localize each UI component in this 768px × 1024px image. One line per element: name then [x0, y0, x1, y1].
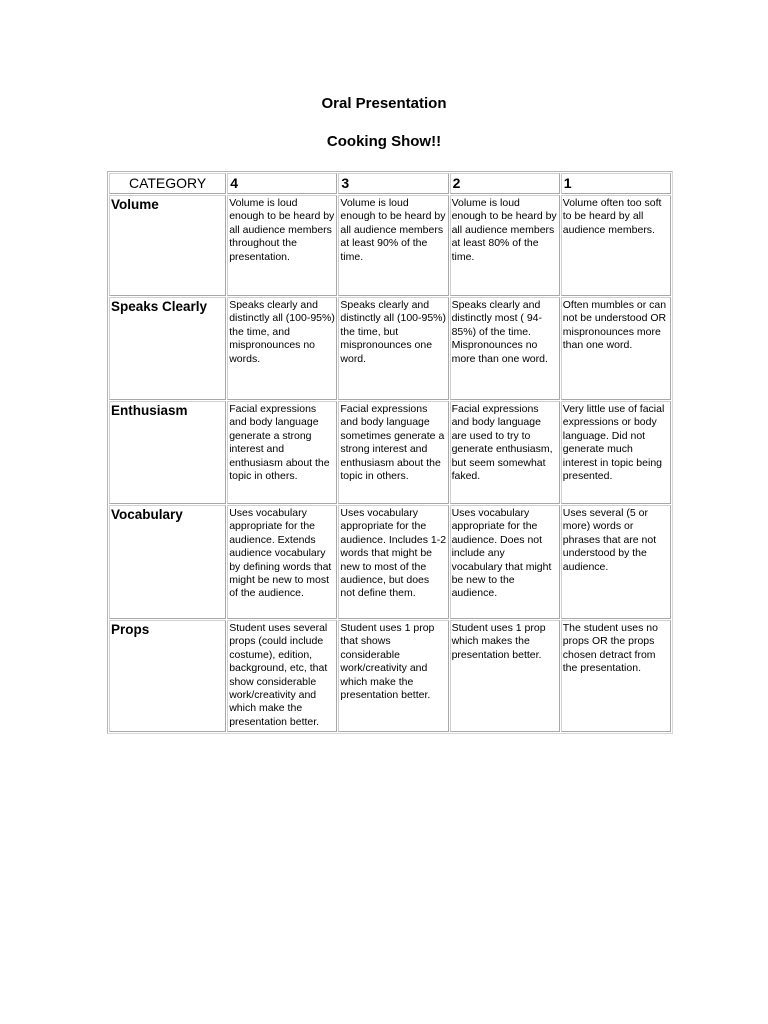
- criteria-cell: Uses vocabulary appropriate for the audience. Does not include any vocabulary that might be new to the audience.: [450, 505, 560, 619]
- criteria-cell: Speaks clearly and distinctly most ( 94-85%) of the time. Mispronounces no more than one word.: [450, 297, 560, 400]
- document-title: Oral Presentation: [321, 95, 447, 112]
- criteria-cell: Student uses several props (could include costume), edition, background, etc, that show considerable work/creativity and which make the presentation better.: [227, 620, 337, 732]
- criteria-cell: Facial expressions and body language are used to try to generate enthusiasm, but seem somewhat faked.: [450, 401, 560, 504]
- criteria-cell: Volume is loud enough to be heard by all audience members at least 80% of the time.: [450, 195, 560, 296]
- table-row: [109, 297, 671, 400]
- criteria-cell: Volume is loud enough to be heard by all audience members throughout the presentation.: [227, 195, 337, 296]
- header-score-4: 4: [227, 173, 337, 194]
- document-subtitle: Cooking Show!!: [326, 133, 442, 150]
- criteria-cell: Facial expressions and body language generate a strong interest and enthusiasm about the topic in others.: [227, 401, 337, 504]
- criteria-cell: Very little use of facial expressions or body language. Did not generate much interest in topic being presented.: [561, 401, 671, 504]
- table-row: [109, 505, 671, 619]
- category-cell: Props: [109, 620, 226, 732]
- header-category: CATEGORY: [109, 173, 226, 194]
- rubric-table: [107, 171, 673, 734]
- criteria-cell: Speaks clearly and distinctly all (100-95%) the time, and mispronounces no words.: [227, 297, 337, 400]
- header-score-1: 1: [561, 173, 671, 194]
- criteria-cell: Facial expressions and body language sometimes generate a strong interest and enthusiasm about the topic in others.: [338, 401, 448, 504]
- criteria-cell: The student uses no props OR the props chosen detract from the presentation.: [561, 620, 671, 732]
- criteria-cell: Uses vocabulary appropriate for the audience. Includes 1-2 words that might be new to most of the audience, but does not define them.: [338, 505, 448, 619]
- header-score-3: 3: [338, 173, 448, 194]
- table-row: [109, 195, 671, 296]
- category-cell: Volume: [109, 195, 226, 296]
- category-cell: Speaks Clearly: [109, 297, 226, 400]
- table-row: [109, 401, 671, 504]
- criteria-cell: Speaks clearly and distinctly all (100-95%) the time, but mispronounces one word.: [338, 297, 448, 400]
- header-row: [109, 173, 671, 194]
- criteria-cell: Student uses 1 prop that shows considerable work/creativity and which make the presentation better.: [338, 620, 448, 732]
- criteria-cell: Student uses 1 prop which makes the presentation better.: [450, 620, 560, 732]
- criteria-cell: Volume often too soft to be heard by all audience members.: [561, 195, 671, 296]
- header-score-2: 2: [450, 173, 560, 194]
- table-row: [109, 620, 671, 732]
- category-cell: Enthusiasm: [109, 401, 226, 504]
- category-cell: Vocabulary: [109, 505, 226, 619]
- criteria-cell: Uses several (5 or more) words or phrases that are not understood by the audience.: [561, 505, 671, 619]
- criteria-cell: Uses vocabulary appropriate for the audience. Extends audience vocabulary by defining words that might be new to most of the audience.: [227, 505, 337, 619]
- criteria-cell: Often mumbles or can not be understood OR mispronounces more than one word.: [561, 297, 671, 400]
- criteria-cell: Volume is loud enough to be heard by all audience members at least 90% of the time.: [338, 195, 448, 296]
